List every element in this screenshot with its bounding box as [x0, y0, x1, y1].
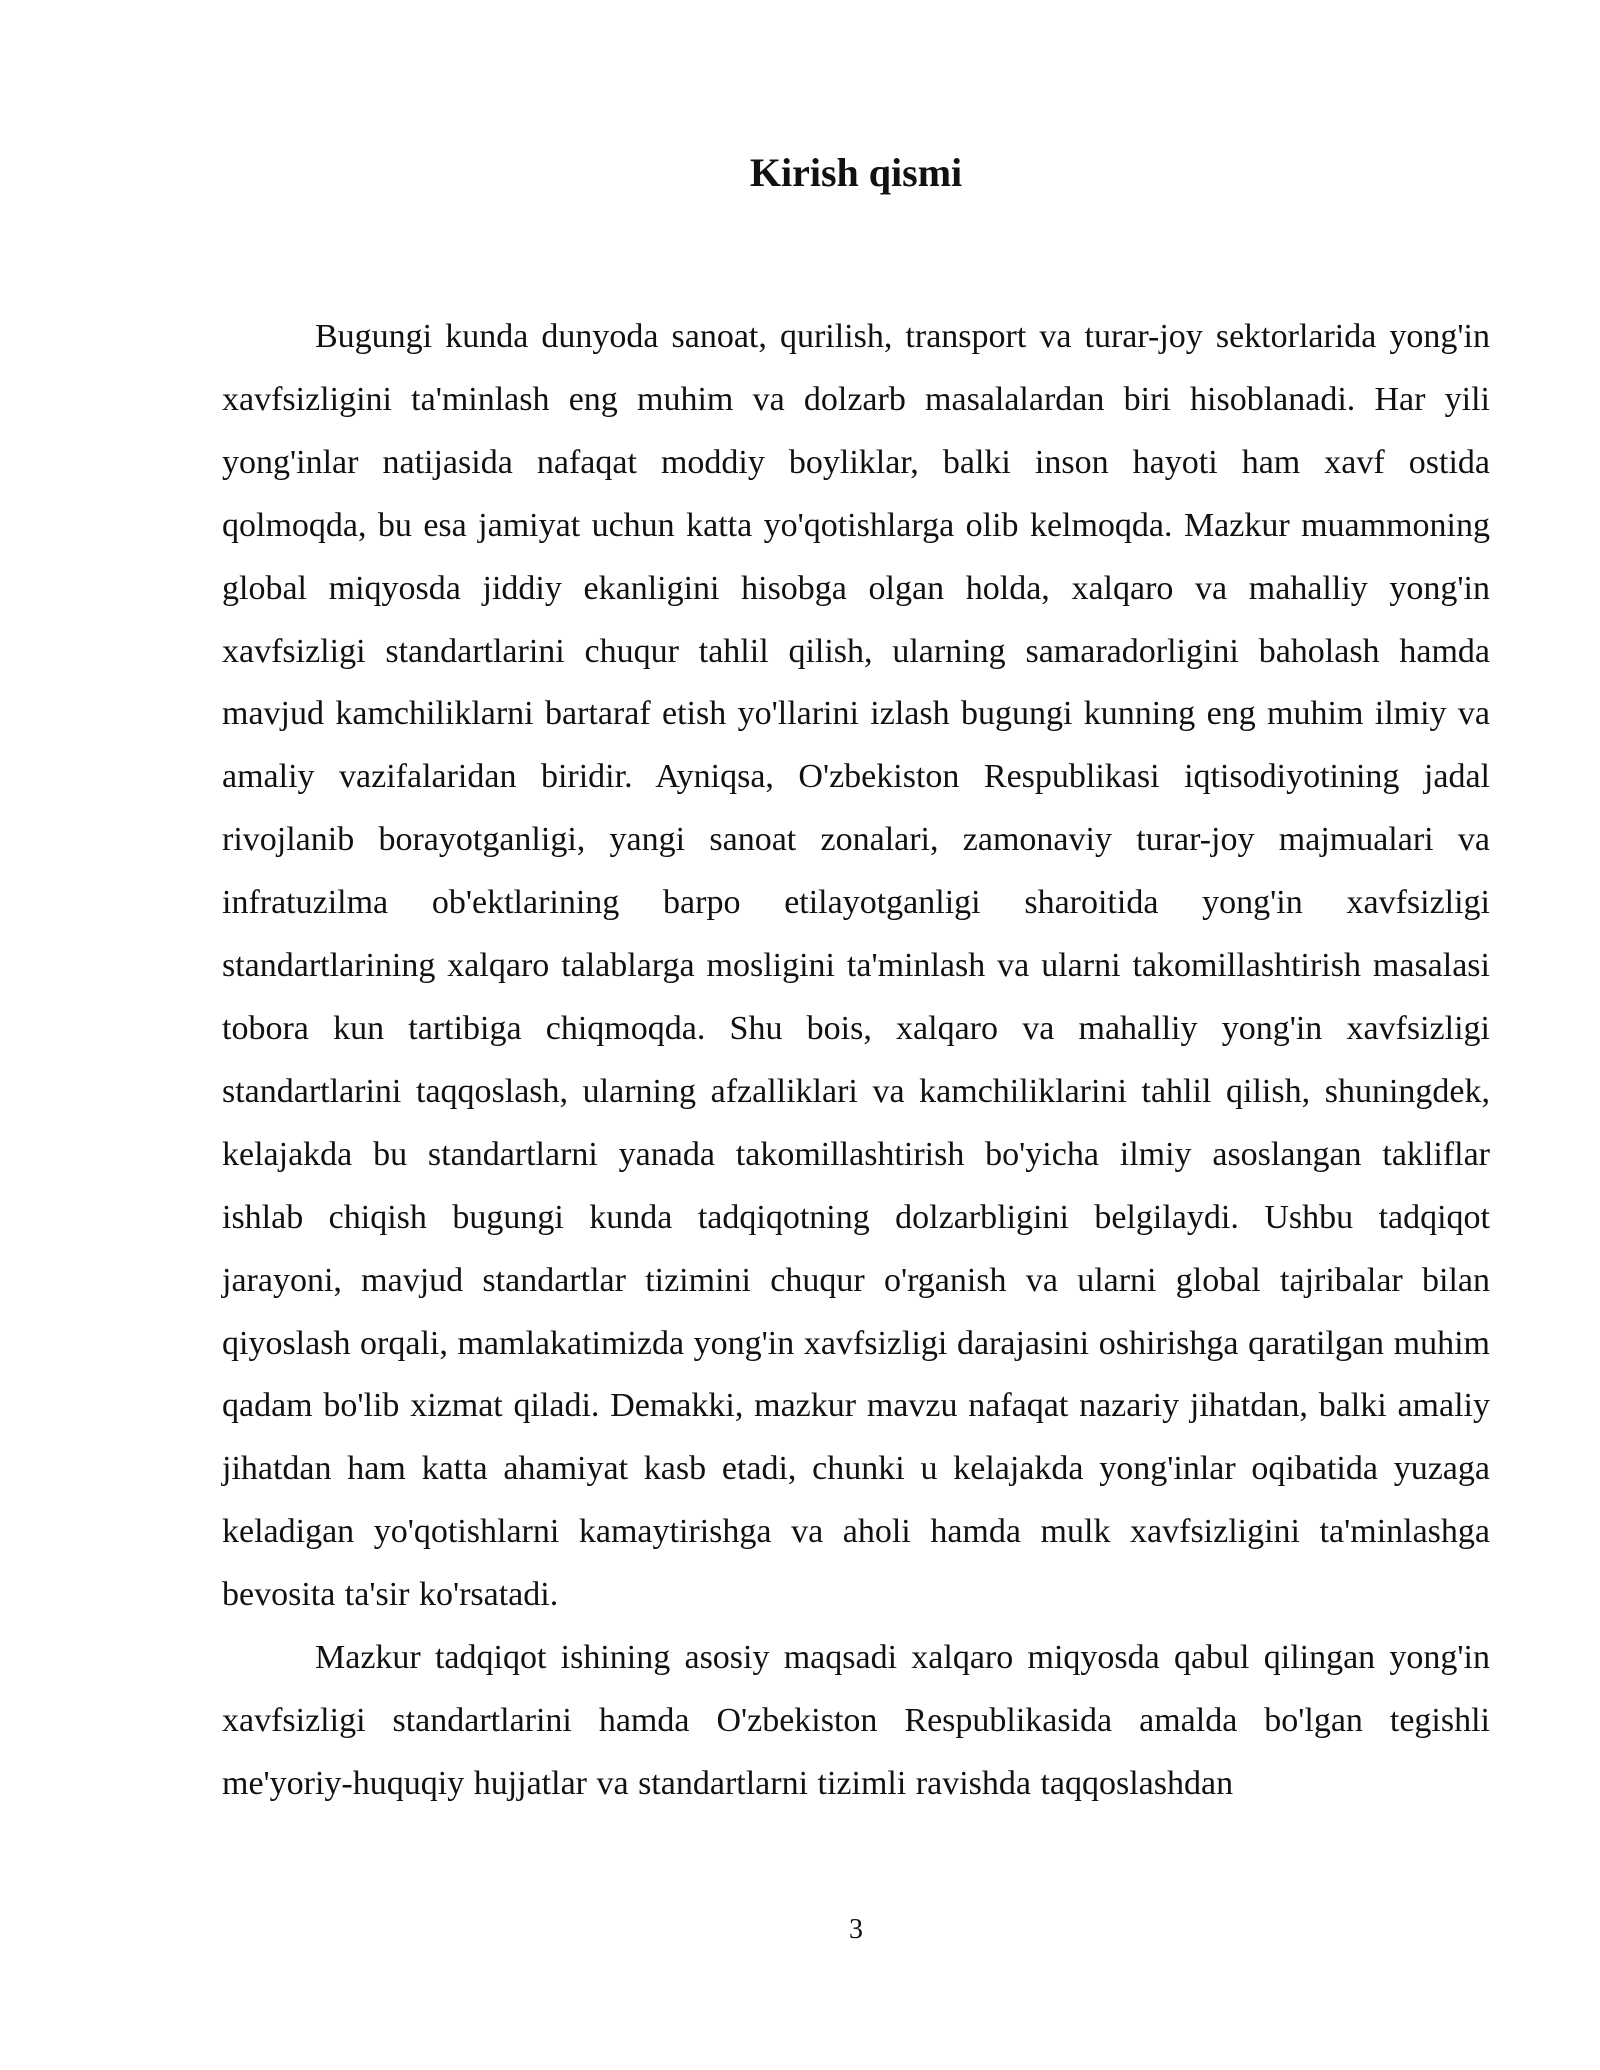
paragraph-2: Mazkur tadqiqot ishining asosiy maqsadi xalqaro miqyosda qabul qilingan yong'in xavfsizligi standartlarini hamda O'zbekiston Respublikasida amalda bo'lgan tegishli me'yoriy-huquqiy hujjatlar va standartlarni tizimli ravishda taqqoslashdan: [222, 1639, 1490, 1802]
page-number: 3: [849, 1914, 863, 1945]
page-title: Kirish qismi: [749, 150, 963, 195]
paragraph-1: Bugungi kunda dunyoda sanoat, qurilish, transport va turar-joy sektorlarida yong'in xavfsizligini ta'minlash eng muhim va dolzarb masalalardan biri hisoblanadi. Har yili yong'inlar natijasida nafaqat moddiy boyliklar, balki inson hayoti ham xavf ostida qolmoqda, bu esa jamiyat uchun katta yo'qotishlarga olib kelmoqda. Mazkur muammoning global miqyosda jiddiy ekanligini hisobga olgan holda, xalqaro va mahalliy yong'in xavfsizligi standartlarini chuqur tahlil qilish, ularning samaradorligini baholash hamda mavjud kamchiliklarni bartaraf etish yo'llarini izlash bugungi kunning eng muhim ilmiy va amaliy vazifalaridan biridir. Ayniqsa, O'zbekiston Respublikasi iqtisodiyotining jadal rivojlanib borayotganligi, yangi sanoat zonalari, zamonaviy turar-joy majmualari va infratuzilma ob'ektlarining barpo etilayotganligi sharoitida yong'in xavfsizligi standartlarining xalqaro talablarga mosligini ta'minlash va ularni takomillashtirish masalasi tobora kun tartibiga chiqmoqda. Shu bois, xalqaro va mahalliy yong'in xavfsizligi standartlarini taqqoslash, ularning afzalliklari va kamchiliklarini tahlil qilish, shuningdek, kelajakda bu standartlarni yanada takomillashtirish bo'yicha ilmiy asoslangan takliflar ishlab chiqish bugungi kunda tadqiqotning dolzarbligini belgilaydi. Ushbu tadqiqot jarayoni, mavjud standartlar tizimini chuqur o'rganish va ularni global tajribalar bilan qiyoslash orqali, mamlakatimizda yong'in xavfsizligi darajasini oshirishga qaratilgan muhim qadam bo'lib xizmat qiladi. Demakki, mazkur mavzu nafaqat nazariy jihatdan, balki amaliy jihatdan ham katta ahamiyat kasb etadi, chunki u kelajakda yong'inlar oqibatida yuzaga keladigan yo'qotishlarni kamaytirishga va aholi hamda mulk xavfsizligini ta'minlashga bevosita ta'sir ko'rsatadi.: [222, 318, 1490, 1614]
body-text: [222, 306, 1490, 1816]
